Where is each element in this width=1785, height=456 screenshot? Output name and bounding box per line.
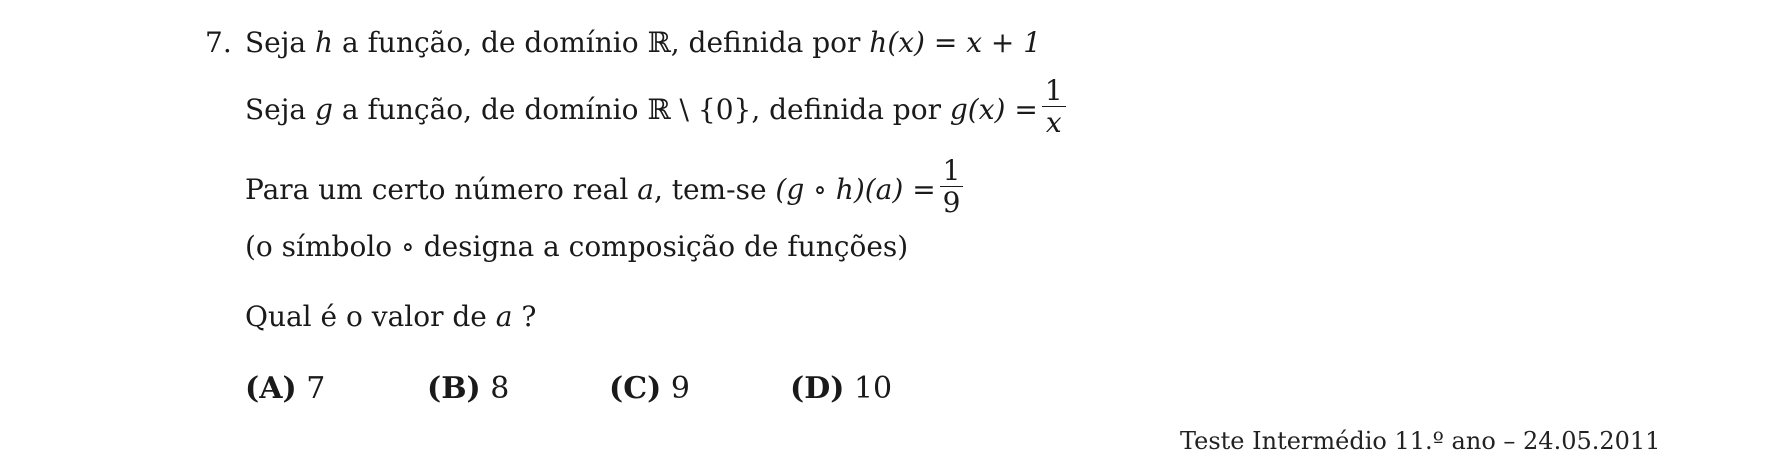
composition-note: (o símbolo ∘ designa a composição de funções) — [245, 230, 909, 263]
option-value: 9 — [670, 371, 690, 406]
line3-text-a: Para um certo número real — [245, 172, 629, 206]
option-c[interactable] — [609, 372, 690, 406]
line2-text-a: Seja — [245, 92, 307, 126]
var-h: h — [315, 26, 334, 59]
fraction-numerator: 1 — [1044, 74, 1063, 107]
formula-g-lhs: g(x) = — [949, 92, 1038, 126]
question-line-3 — [245, 154, 967, 221]
line3-text-b: , tem-se — [653, 172, 767, 206]
fraction-numerator: 1 — [942, 154, 961, 187]
fraction-1-over-x — [1042, 76, 1066, 139]
prompt-text-a: Qual é o valor de — [245, 300, 496, 333]
option-value: 8 — [490, 371, 510, 406]
fraction-denominator: 9 — [942, 186, 961, 219]
line1-text-a: Seja — [245, 26, 316, 59]
option-letter: (B) — [427, 371, 481, 406]
option-b[interactable] — [427, 372, 509, 406]
question-prompt — [245, 300, 536, 334]
fraction-denominator: x — [1045, 106, 1062, 139]
formula-h: h(x) = x + 1 — [869, 26, 1042, 59]
option-a[interactable] — [245, 372, 325, 406]
question-number: 7. — [205, 26, 232, 59]
var-a: a — [495, 300, 513, 333]
line2-text-b: a função, de domínio ℝ \ {0}, definida por — [341, 92, 941, 126]
option-letter: (D) — [790, 371, 845, 406]
page-footer: Teste Intermédio 11.º ano – 24.05.2011 — [1180, 427, 1661, 455]
composition-lhs: (g ∘ h)(a) = — [775, 172, 936, 206]
fraction-1-over-9 — [940, 156, 964, 219]
var-a: a — [637, 172, 654, 206]
option-value: 7 — [306, 371, 326, 406]
option-value: 10 — [853, 371, 893, 406]
question-line-2 — [245, 74, 1070, 141]
option-letter: (C) — [609, 371, 662, 406]
option-d[interactable] — [790, 372, 892, 406]
question-line-1 — [245, 26, 1041, 60]
var-g: g — [315, 92, 333, 126]
prompt-text-b: ? — [512, 300, 537, 333]
line1-text-b: a função, de domínio ℝ, definida por — [333, 26, 870, 59]
option-letter: (A) — [245, 371, 297, 406]
